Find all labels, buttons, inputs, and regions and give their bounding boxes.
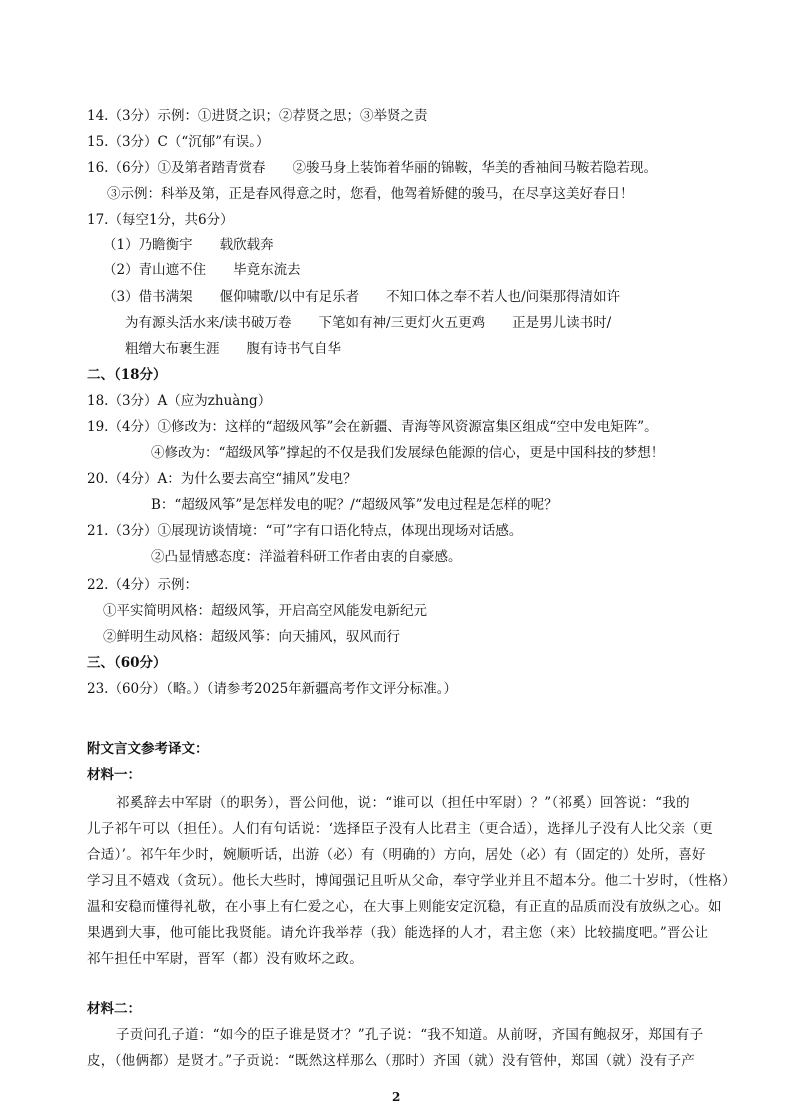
answer-19: 19.（4分）①修改为：这样的“超级风筝”会在新疆、青海等风资源富集区组成“空中发电矩阵”。 bbox=[87, 419, 658, 435]
answer-14: 14.（3分）示例：①进贤之识；②荐贤之思；③举贤之责 bbox=[87, 108, 428, 124]
answer-22-2: ②鲜明生动风格：超级风筝：向天捕风，驭风而行 bbox=[103, 629, 400, 645]
answer-16-example: ③示例：科举及第，正是春风得意之时，您看，他驾着矫健的骏马，在尽享这美好春日！ bbox=[107, 186, 634, 202]
answer-18: 18.（3分）A（应为zhuàng） bbox=[87, 393, 272, 409]
material-1-line: 果遇到大事，他可能比我贤能。请允许我举荐（我）能选择的人才，君主您（来）比较揣度吧。”晋公让 bbox=[87, 925, 709, 941]
answer-21-2: ②凸显情感态度：洋溢着科研工作者由衷的自豪感。 bbox=[151, 549, 462, 565]
appendix-title: 附文言文参考译文： bbox=[87, 741, 209, 757]
answer-22-1: ①平实简明风格：超级风筝，开启高空风能发电新纪元 bbox=[103, 603, 427, 619]
answer-16: 16.（6分）①及第者踏青赏春 ②骏马身上装饰着华丽的锦鞍，华美的香袖间马鞍若隐若现。 bbox=[87, 160, 658, 176]
material-1-line: 祁奚辞去中军尉（的职务），晋公问他，说：“谁可以（担任中军尉）？”（祁奚）回答说：“我的 bbox=[116, 795, 690, 811]
material-2-line: 皮，（他俩都）是贤才。”子贡说：“既然这样那么（那时）齐国（就）没有管仲，郑国（就）没有子产 bbox=[87, 1053, 696, 1069]
material-2-line: 子贡问孔子道：“如今的臣子谁是贤才？”孔子说：“我不知道。从前呀，齐国有鲍叔牙，郑国有子 bbox=[116, 1027, 704, 1043]
material-1-line: 祁午担任中军尉，晋军（都）没有败坏之政。 bbox=[87, 951, 363, 967]
answer-21: 21.（3分）①展现访谈情境：“可”字有口语化特点，体现出现场对话感。 bbox=[87, 523, 523, 539]
answer-17-1: （1）乃瞻衡宇 载欣载奔 bbox=[103, 237, 274, 253]
material-2-title: 材料二： bbox=[87, 1001, 141, 1017]
section-3-heading: 三、（60分） bbox=[87, 655, 167, 671]
section-2-heading: 二、（18分） bbox=[87, 367, 167, 383]
material-1-title: 材料一： bbox=[87, 767, 141, 783]
material-1-line: 学习且不嬉戏（贪玩）。他长大些时，博闻强记且听从父命，奉守学业并且不超本分。他二十岁时，（性格） bbox=[87, 873, 736, 889]
material-1-line: 合适）’。祁午年少时，婉顺听话，出游（必）有（明确的）方向，居处（必）有（固定的）处所，喜好 bbox=[87, 847, 706, 863]
answer-22: 22.（4分）示例： bbox=[87, 577, 199, 593]
material-1-line: 温和安稳而懂得礼敬，在小事上有仁爱之心，在大事上则能安定沉稳，有正直的品质而没有放纵之心。如 bbox=[87, 899, 722, 915]
page-number: 2 bbox=[392, 1090, 401, 1104]
answer-17-3-cont: 为有源头活水来/读书破万卷 下笔如有神/三更灯火五更鸡 正是男儿读书时/ bbox=[125, 315, 612, 331]
answer-17-2: （2）青山遮不住 毕竟东流去 bbox=[103, 262, 301, 278]
answer-20-b: B：“超级风筝”是怎样发电的呢？/“超级风筝”发电过程是怎样的呢？ bbox=[151, 497, 558, 513]
answer-17: 17.（每空1分，共6分） bbox=[87, 212, 234, 228]
answer-23: 23.（60分）（略。）（请参考2025年新疆高考作文评分标准。） bbox=[87, 681, 458, 697]
answer-19-4: ④修改为：“超级风筝”撑起的不仅是我们发展绿色能源的信心，更是中国科技的梦想！ bbox=[151, 445, 665, 461]
answer-17-3-end: 粗缯大布裹生涯 腹有诗书气自华 bbox=[125, 341, 341, 357]
material-1-line: 儿子祁午可以（担任）。人们有句话说：‘选择臣子没有人比君主（更合适），选择儿子没有人比父亲（更 bbox=[87, 821, 713, 837]
answer-15: 15.（3分）C（“沉郁”有误。） bbox=[87, 134, 270, 150]
answer-20: 20.（4分）A：为什么要去高空“捕风”发电？ bbox=[87, 471, 357, 487]
answer-17-3: （3）借书满架 偃仰啸歌/以中有足乐者 不知口体之奉不若人也/问渠那得清如许 bbox=[103, 289, 621, 305]
